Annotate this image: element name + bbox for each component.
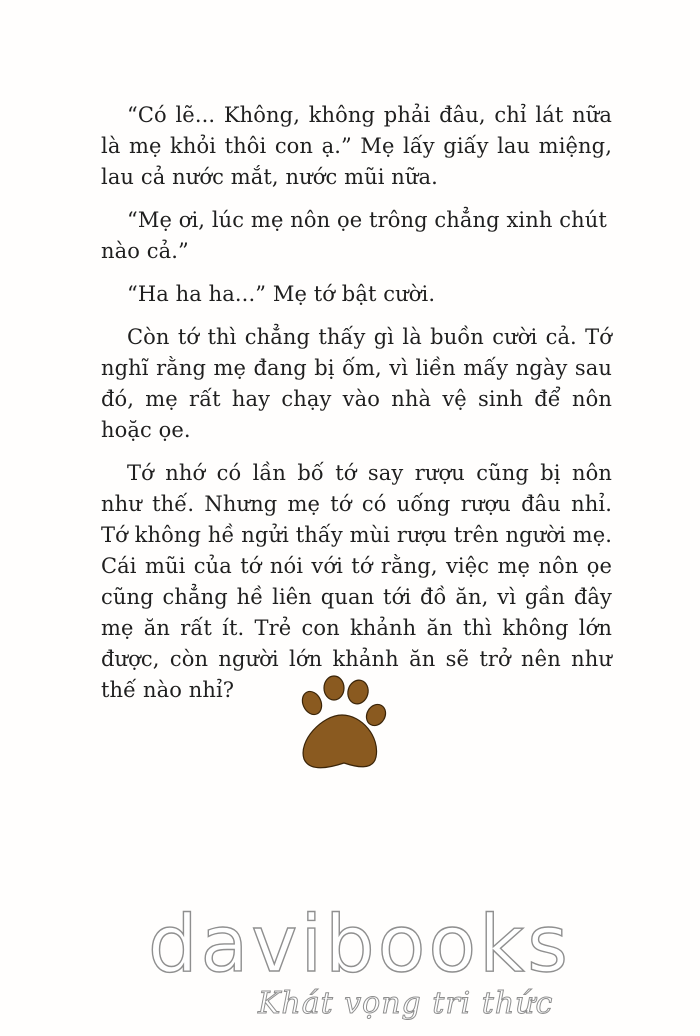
story-text xyxy=(101,100,612,718)
watermark-slogan: Khát vọng tri thức xyxy=(258,986,554,1021)
paragraph-2: “Mẹ ơi, lúc mẹ nôn ọe trông chẳng xinh chút nào cả.” xyxy=(101,208,607,263)
paw-pad xyxy=(303,715,376,768)
watermark-brand: davibooks xyxy=(148,900,571,990)
paw-toe-far-right xyxy=(363,701,390,729)
paw-toe-middle xyxy=(324,676,344,700)
paragraph-1: “Có lẽ... Không, không phải đâu, chỉ lát nữa là mẹ khỏi thôi con ạ.” Mẹ lấy giấy lau miệng, lau cả nước mắt, nước mũi nữa. xyxy=(101,103,612,189)
paw-toe-left xyxy=(299,688,325,717)
paw-toe-right xyxy=(345,678,371,706)
paragraph-3: “Ha ha ha...” Mẹ tớ bật cười. xyxy=(127,282,436,306)
paw-print-icon xyxy=(292,675,392,775)
watermark xyxy=(148,900,588,1030)
paragraph-5: Tớ nhớ có lần bố tớ say rượu cũng bị nôn như thế. Nhưng mẹ tớ có uống rượu đâu nhỉ. Tớ không hề ngửi thấy mùi rượu trên người mẹ. Cái mũi của tớ nói với tớ rằng, việc mẹ nôn ọe cũng chẳng hề liên quan tới đồ ăn, vì gần đây mẹ ăn rất ít. Trẻ con khảnh ăn thì không lớn được, còn người lớn khảnh ăn sẽ trở nên như thế nào nhỉ? xyxy=(101,461,612,702)
paragraph-4: Còn tớ thì chẳng thấy gì là buồn cười cả. Tớ nghĩ rằng mẹ đang bị ốm, vì liền mấy ngày sau đó, mẹ rất hay chạy vào nhà vệ sinh để nôn hoặc ọe. xyxy=(101,325,612,442)
